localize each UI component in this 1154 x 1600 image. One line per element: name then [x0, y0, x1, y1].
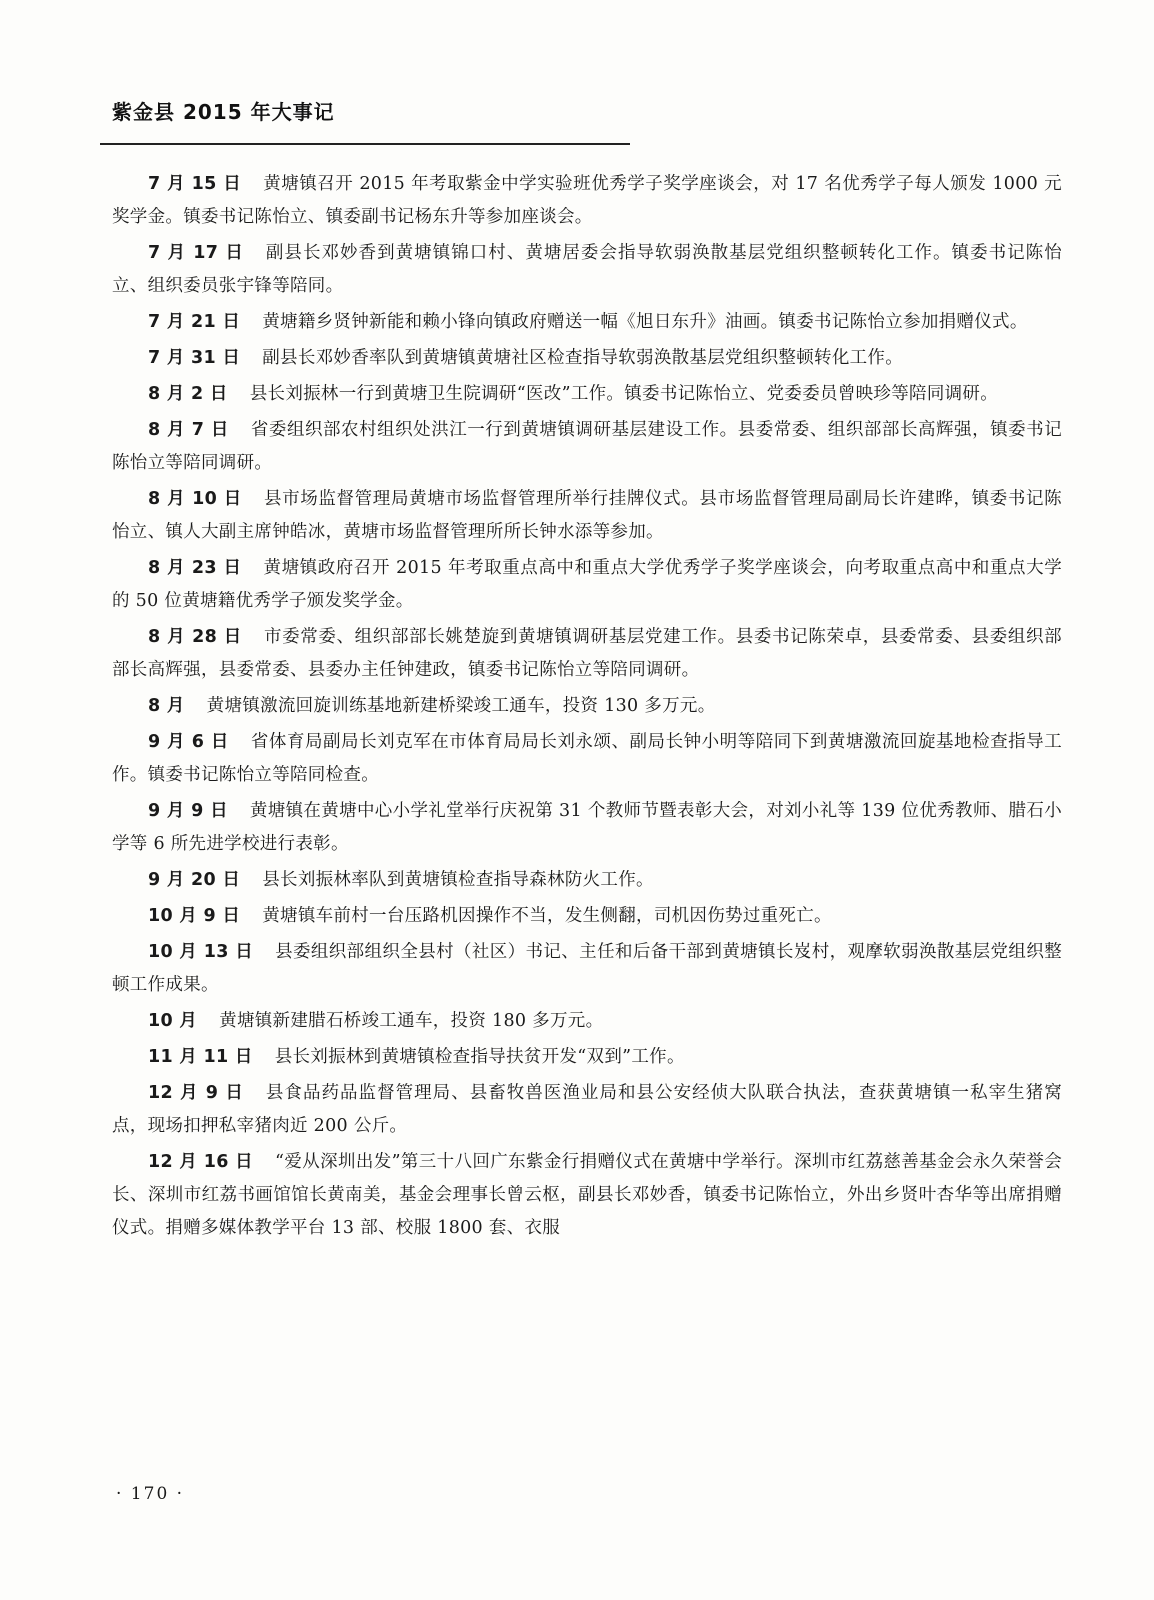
entry-text: 黄塘镇在黄塘中心小学礼堂举行庆祝第 31 个教师节暨表彰大会，对刘小礼等 139 位优秀教师、腊石小学等 6 所先进学校进行表彰。	[112, 801, 1062, 854]
chronicle-entry	[112, 1005, 1062, 1038]
entry-text: 副县长邓妙香率队到黄塘镇黄塘社区检查指导软弱涣散基层党组织整顿转化工作。	[262, 348, 904, 368]
chronicle-entry	[112, 483, 1062, 549]
entry-text: 县长刘振林率队到黄塘镇检查指导森林防火工作。	[262, 870, 654, 890]
entry-date: 12 月 9 日	[148, 1083, 244, 1103]
entry-text: 市委常委、组织部部长姚楚旋到黄塘镇调研基层党建工作。县委书记陈荣卓，县委常委、县委组织部部长高辉强，县委常委、县委办主任钟建政，镇委书记陈怡立等陪同调研。	[112, 627, 1062, 680]
entry-text: “爱从深圳出发”第三十八回广东紫金行捐赠仪式在黄塘中学举行。深圳市红荔慈善基金会永久荣誉会长、深圳市红荔书画馆馆长黄南美，基金会理事长曾云枢，副县长邓妙香，镇委书记陈怡立，外出乡贤叶杏华等出席捐赠仪式。捐赠多媒体教学平台 13 部、校服 1800 套、衣服	[112, 1152, 1063, 1238]
entry-text: 黄塘籍乡贤钟新能和赖小锋向镇政府赠送一幅《旭日东升》油画。镇委书记陈怡立参加捐赠仪式。	[262, 312, 1028, 332]
entry-date: 12 月 16 日	[148, 1152, 254, 1172]
chronicle-entry	[112, 168, 1062, 234]
entry-date: 9 月 9 日	[148, 801, 228, 821]
entry-date: 11 月 11 日	[148, 1047, 253, 1067]
chronicle-entry	[112, 900, 1062, 933]
entry-text: 黄塘镇召开 2015 年考取紫金中学实验班优秀学子奖学座谈会，对 17 名优秀学子每人颁发 1000 元奖学金。镇委书记陈怡立、镇委副书记杨东升等参加座谈会。	[112, 174, 1062, 227]
entry-date: 8 月 28 日	[148, 627, 242, 647]
entry-date: 7 月 17 日	[148, 243, 244, 263]
entry-text: 县委组织部组织全县村（社区）书记、主任和后备干部到黄塘镇长岌村，观摩软弱涣散基层党组织整顿工作成果。	[112, 942, 1063, 995]
entry-text: 黄塘镇政府召开 2015 年考取重点高中和重点大学优秀学子奖学座谈会，向考取重点高中和重点大学的 50 位黄塘籍优秀学子颁发奖学金。	[112, 558, 1062, 611]
chronicle-entry	[112, 690, 1062, 723]
entry-date: 7 月 31 日	[148, 348, 241, 368]
entry-date: 8 月 23 日	[148, 558, 242, 578]
chronicle-entry	[112, 414, 1062, 480]
entry-date: 8 月 10 日	[148, 489, 242, 509]
chronicle-entry	[112, 864, 1062, 897]
chronicle-entry	[112, 378, 1062, 411]
chronicle-entries	[112, 168, 1062, 1248]
entry-text: 县长刘振林一行到黄塘卫生院调研“医改”工作。镇委书记陈怡立、党委委员曾映珍等陪同调研。	[249, 384, 999, 404]
chronicle-entry	[112, 237, 1062, 303]
entry-date: 10 月 13 日	[148, 942, 254, 962]
entry-text: 黄塘镇激流回旋训练基地新建桥梁竣工通车，投资 130 多万元。	[206, 696, 716, 716]
page-number: · 170 ·	[116, 1484, 185, 1504]
chronicle-entry	[112, 342, 1062, 375]
entry-date: 8 月	[148, 696, 185, 716]
chronicle-entry	[112, 1041, 1062, 1074]
entry-text: 省体育局副局长刘克军在市体育局局长刘永颂、副局长钟小明等陪同下到黄塘激流回旋基地检查指导工作。镇委书记陈怡立等陪同检查。	[112, 732, 1063, 785]
entry-text: 黄塘镇车前村一台压路机因操作不当，发生侧翻，司机因伤势过重死亡。	[262, 906, 832, 926]
entry-date: 8 月 7 日	[148, 420, 229, 440]
chronicle-entry	[112, 936, 1062, 1002]
running-header-title: 紫金县 2015 年大事记	[112, 100, 335, 124]
entry-date: 10 月 9 日	[148, 906, 241, 926]
entry-date: 7 月 21 日	[148, 312, 241, 332]
entry-date: 7 月 15 日	[148, 174, 242, 194]
chronicle-entry	[112, 726, 1062, 792]
chronicle-entry	[112, 1146, 1062, 1245]
entry-text: 县长刘振林到黄塘镇检查指导扶贫开发“双到”工作。	[274, 1047, 685, 1067]
chronicle-entry	[112, 621, 1062, 687]
entry-date: 8 月 2 日	[148, 384, 228, 404]
entry-date: 9 月 6 日	[148, 732, 229, 752]
entry-text: 黄塘镇新建腊石桥竣工通车，投资 180 多万元。	[219, 1011, 604, 1031]
chronicle-entry	[112, 1077, 1062, 1143]
entry-text: 副县长邓妙香到黄塘镇锦口村、黄塘居委会指导软弱涣散基层党组织整顿转化工作。镇委书记陈怡立、组织委员张宇锋等陪同。	[112, 243, 1062, 296]
chronicle-entry	[112, 306, 1062, 339]
chronicle-entry	[112, 795, 1062, 861]
entry-text: 省委组织部农村组织处洪江一行到黄塘镇调研基层建设工作。县委常委、组织部部长高辉强，镇委书记陈怡立等陪同调研。	[112, 420, 1063, 473]
entry-date: 10 月	[148, 1011, 198, 1031]
chronicle-entry	[112, 552, 1062, 618]
entry-text: 县市场监督管理局黄塘市场监督管理所举行挂牌仪式。县市场监督管理局副局长许建晔，镇委书记陈怡立、镇人大副主席钟皓冰，黄塘市场监督管理所所长钟水添等参加。	[112, 489, 1062, 542]
header-rule	[100, 143, 630, 145]
entry-text: 县食品药品监督管理局、县畜牧兽医渔业局和县公安经侦大队联合执法，查获黄塘镇一私宰生猪窝点，现场扣押私宰猪肉近 200 公斤。	[112, 1083, 1062, 1136]
entry-date: 9 月 20 日	[148, 870, 241, 890]
